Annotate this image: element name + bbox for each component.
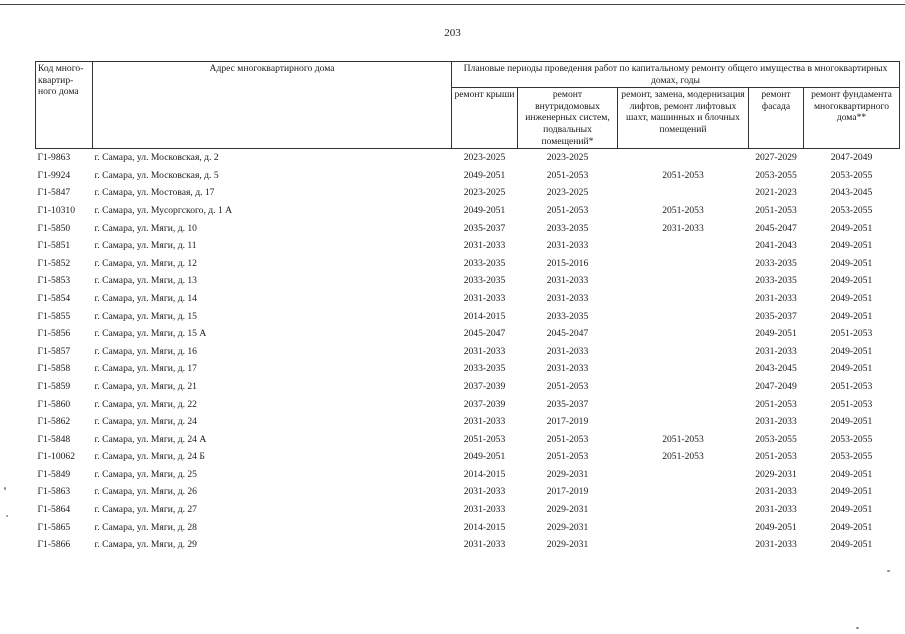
table-row bbox=[36, 413, 900, 431]
cell-lifts: 2051-2053 bbox=[662, 169, 704, 181]
cell-roof: 2031-2033 bbox=[463, 486, 506, 498]
cell-systems: 2015-2016 bbox=[546, 257, 589, 269]
cell-systems: 2023-2025 bbox=[546, 187, 589, 199]
cell-address: г. Самара, ул. Мяги, д. 25 bbox=[94, 468, 197, 480]
scan-speck bbox=[887, 570, 890, 572]
cell-foundation: 2053-2055 bbox=[830, 451, 873, 463]
cell-facade: 2035-2037 bbox=[755, 310, 797, 322]
cell-systems: 2051-2053 bbox=[546, 380, 589, 392]
cell-address: г. Самара, ул. Мяги, д. 16 bbox=[94, 345, 197, 357]
table-row bbox=[36, 360, 900, 378]
table-row bbox=[36, 184, 900, 202]
cell-address: г. Самара, ул. Мяги, д. 24 Б bbox=[94, 451, 205, 463]
cell-address: г. Самара, ул. Мяги, д. 26 bbox=[94, 486, 197, 498]
table-row bbox=[36, 483, 900, 501]
cell-roof: 2037-2039 bbox=[463, 398, 506, 410]
cell-roof: 2049-2051 bbox=[463, 451, 506, 463]
cell-address: г. Самара, ул. Мяги, д. 27 bbox=[94, 504, 197, 516]
cell-lifts bbox=[618, 255, 749, 273]
cell-foundation: 2049-2051 bbox=[830, 310, 873, 322]
cell-lifts bbox=[618, 413, 749, 431]
header-systems: ремонт внутридомовых инженерных систем, подвальных помещений* bbox=[518, 88, 618, 149]
cell-roof: 2031-2033 bbox=[463, 416, 506, 428]
cell-roof: 2035-2037 bbox=[463, 222, 506, 234]
cell-facade: 2051-2053 bbox=[755, 451, 797, 463]
cell-address: г. Самара, ул. Мяги, д. 29 bbox=[94, 539, 197, 551]
table-row bbox=[36, 501, 900, 519]
cell-foundation: 2043-2045 bbox=[830, 187, 873, 199]
cell-systems: 2017-2019 bbox=[546, 416, 589, 428]
cell-code: Г1-5862 bbox=[37, 416, 71, 428]
cell-facade: 2031-2033 bbox=[755, 504, 797, 516]
cell-facade: 2045-2047 bbox=[755, 222, 797, 234]
cell-address: г. Самара, ул. Московская, д. 2 bbox=[94, 152, 219, 164]
cell-address: г. Самара, ул. Мусоргского, д. 1 А bbox=[94, 204, 233, 216]
cell-systems: 2035-2037 bbox=[546, 398, 589, 410]
cell-lifts: 2051-2053 bbox=[662, 451, 704, 463]
header-row-top bbox=[36, 62, 900, 88]
cell-lifts bbox=[618, 149, 749, 167]
cell-roof: 2031-2033 bbox=[463, 345, 506, 357]
cell-address: г. Самара, ул. Мяги, д. 15 bbox=[94, 310, 197, 322]
cell-lifts bbox=[618, 360, 749, 378]
header-periods-group: Плановые периоды проведения работ по капитальному ремонту общего имущества в многоквартирных домах, годы bbox=[452, 62, 900, 88]
cell-facade: 2051-2053 bbox=[755, 398, 797, 410]
cell-systems: 2029-2031 bbox=[546, 468, 589, 480]
cell-lifts bbox=[618, 378, 749, 396]
cell-systems: 2031-2033 bbox=[546, 363, 589, 375]
cell-foundation: 2049-2051 bbox=[830, 222, 873, 234]
table-row bbox=[36, 396, 900, 414]
cell-code: Г1-5860 bbox=[37, 398, 71, 410]
cell-facade: 2053-2055 bbox=[755, 169, 797, 181]
cell-address: г. Самара, ул. Московская, д. 5 bbox=[94, 169, 219, 181]
cell-roof: 2033-2035 bbox=[463, 363, 506, 375]
cell-code: Г1-5850 bbox=[37, 222, 71, 234]
cell-code: Г1-5855 bbox=[37, 310, 71, 322]
cell-lifts: 2051-2053 bbox=[662, 433, 704, 445]
cell-foundation: 2049-2051 bbox=[830, 292, 873, 304]
table-row bbox=[36, 220, 900, 238]
table-row bbox=[36, 466, 900, 484]
cell-code: Г1-5849 bbox=[37, 468, 71, 480]
header-facade: ремонт фасада bbox=[749, 88, 804, 149]
header-roof: ремонт крыши bbox=[452, 88, 518, 149]
cell-code: Г1-5857 bbox=[37, 345, 71, 357]
cell-roof: 2037-2039 bbox=[463, 380, 506, 392]
cell-facade: 2031-2033 bbox=[755, 539, 797, 551]
cell-facade: 2051-2053 bbox=[755, 204, 797, 216]
cell-code: Г1-5864 bbox=[37, 504, 71, 516]
cell-lifts bbox=[618, 343, 749, 361]
cell-lifts: 2051-2053 bbox=[662, 204, 704, 216]
cell-code: Г1-10310 bbox=[37, 204, 76, 216]
table-row bbox=[36, 202, 900, 220]
cell-code: Г1-5852 bbox=[37, 257, 71, 269]
table-row bbox=[36, 255, 900, 273]
cell-code: Г1-10062 bbox=[37, 451, 76, 463]
cell-facade: 2027-2029 bbox=[755, 152, 797, 164]
cell-systems: 2051-2053 bbox=[546, 204, 589, 216]
cell-facade: 2053-2055 bbox=[755, 433, 797, 445]
cell-code: Г1-5848 bbox=[37, 433, 71, 445]
cell-address: г. Самара, ул. Мяги, д. 28 bbox=[94, 521, 197, 533]
cell-systems: 2045-2047 bbox=[546, 328, 589, 340]
table-row bbox=[36, 378, 900, 396]
scan-speck bbox=[4, 487, 6, 490]
cell-foundation: 2049-2051 bbox=[830, 539, 873, 551]
cell-facade: 2029-2031 bbox=[755, 468, 797, 480]
table-row bbox=[36, 272, 900, 290]
cell-foundation: 2049-2051 bbox=[830, 521, 873, 533]
cell-code: Г1-5851 bbox=[37, 240, 71, 252]
table-row bbox=[36, 431, 900, 449]
cell-lifts bbox=[618, 519, 749, 537]
cell-facade: 2049-2051 bbox=[755, 521, 797, 533]
cell-roof: 2031-2033 bbox=[463, 292, 506, 304]
cell-roof: 2023-2025 bbox=[463, 152, 506, 164]
cell-systems: 2051-2053 bbox=[546, 433, 589, 445]
cell-lifts bbox=[618, 466, 749, 484]
cell-systems: 2033-2035 bbox=[546, 222, 589, 234]
cell-address: г. Самара, ул. Мяги, д. 14 bbox=[94, 292, 197, 304]
cell-lifts bbox=[618, 308, 749, 326]
cell-foundation: 2049-2051 bbox=[830, 504, 873, 516]
cell-systems: 2031-2033 bbox=[546, 292, 589, 304]
cell-roof: 2014-2015 bbox=[463, 310, 506, 322]
cell-roof: 2049-2051 bbox=[463, 204, 506, 216]
cell-foundation: 2053-2055 bbox=[830, 204, 873, 216]
cell-foundation: 2049-2051 bbox=[830, 363, 873, 375]
cell-foundation: 2049-2051 bbox=[830, 257, 873, 269]
repair-schedule-table bbox=[35, 61, 900, 554]
scan-speck bbox=[6, 515, 8, 517]
cell-address: г. Самара, ул. Мяги, д. 12 bbox=[94, 257, 197, 269]
cell-code: Г1-5854 bbox=[37, 292, 71, 304]
cell-roof: 2031-2033 bbox=[463, 504, 506, 516]
table-row bbox=[36, 325, 900, 343]
cell-lifts bbox=[618, 396, 749, 414]
table-row bbox=[36, 237, 900, 255]
cell-facade: 2041-2043 bbox=[755, 240, 797, 252]
cell-systems: 2051-2053 bbox=[546, 169, 589, 181]
cell-foundation: 2049-2051 bbox=[830, 345, 873, 357]
cell-address: г. Самара, ул. Мяги, д. 24 А bbox=[94, 433, 207, 445]
cell-roof: 2031-2033 bbox=[463, 240, 506, 252]
header-lifts: ремонт, замена, модернизация лифтов, ремонт лифтовых шахт, машинных и блочных помещений bbox=[618, 88, 749, 149]
cell-roof: 2014-2015 bbox=[463, 468, 506, 480]
cell-lifts bbox=[618, 483, 749, 501]
table-row bbox=[36, 290, 900, 308]
cell-facade: 2049-2051 bbox=[755, 328, 797, 340]
cell-systems: 2029-2031 bbox=[546, 521, 589, 533]
cell-systems: 2029-2031 bbox=[546, 539, 589, 551]
header-foundation: ремонт фундамента многоквартирного дома** bbox=[804, 88, 900, 149]
cell-lifts bbox=[618, 536, 749, 554]
page-number: 203 bbox=[444, 27, 461, 39]
cell-address: г. Самара, ул. Мяги, д. 10 bbox=[94, 222, 197, 234]
cell-facade: 2031-2033 bbox=[755, 416, 797, 428]
cell-roof: 2033-2035 bbox=[463, 257, 506, 269]
cell-foundation: 2053-2055 bbox=[830, 169, 873, 181]
cell-systems: 2023-2025 bbox=[546, 152, 589, 164]
cell-facade: 2033-2035 bbox=[755, 275, 797, 287]
cell-address: г. Самара, ул. Мяги, д. 24 bbox=[94, 416, 197, 428]
table-row bbox=[36, 149, 900, 167]
cell-code: Г1-5853 bbox=[37, 275, 71, 287]
cell-lifts bbox=[618, 237, 749, 255]
cell-roof: 2023-2025 bbox=[463, 187, 506, 199]
cell-systems: 2031-2033 bbox=[546, 240, 589, 252]
cell-roof: 2049-2051 bbox=[463, 169, 506, 181]
table-row bbox=[36, 536, 900, 554]
cell-facade: 2031-2033 bbox=[755, 292, 797, 304]
cell-code: Г1-5863 bbox=[37, 486, 71, 498]
cell-code: Г1-5856 bbox=[37, 328, 71, 340]
cell-roof: 2033-2035 bbox=[463, 275, 506, 287]
cell-systems: 2031-2033 bbox=[546, 345, 589, 357]
cell-facade: 2021-2023 bbox=[755, 187, 797, 199]
cell-lifts bbox=[618, 501, 749, 519]
cell-address: г. Самара, ул. Мяги, д. 11 bbox=[94, 240, 197, 252]
cell-code: Г1-9924 bbox=[37, 169, 71, 181]
cell-facade: 2033-2035 bbox=[755, 257, 797, 269]
cell-systems: 2029-2031 bbox=[546, 504, 589, 516]
table-row bbox=[36, 167, 900, 185]
cell-address: г. Самара, ул. Мяги, д. 13 bbox=[94, 275, 197, 287]
cell-systems: 2031-2033 bbox=[546, 275, 589, 287]
cell-code: Г1-5865 bbox=[37, 521, 71, 533]
cell-lifts bbox=[618, 272, 749, 290]
cell-foundation: 2049-2051 bbox=[830, 486, 873, 498]
cell-foundation: 2049-2051 bbox=[830, 416, 873, 428]
table-body bbox=[36, 149, 900, 554]
table-row bbox=[36, 519, 900, 537]
cell-systems: 2033-2035 bbox=[546, 310, 589, 322]
header-code: Код много-квартир-ного дома bbox=[36, 62, 93, 149]
cell-address: г. Самара, ул. Мяги, д. 22 bbox=[94, 398, 197, 410]
cell-code: Г1-9863 bbox=[37, 152, 71, 164]
cell-foundation: 2047-2049 bbox=[830, 152, 873, 164]
top-rule bbox=[0, 4, 905, 5]
header-address: Адрес многоквартирного дома bbox=[93, 62, 452, 149]
cell-address: г. Самара, ул. Мостовая, д. 17 bbox=[94, 187, 215, 199]
cell-foundation: 2049-2051 bbox=[830, 240, 873, 252]
cell-foundation: 2051-2053 bbox=[830, 398, 873, 410]
cell-roof: 2051-2053 bbox=[463, 433, 506, 445]
cell-code: Г1-5847 bbox=[37, 187, 71, 199]
cell-lifts: 2031-2033 bbox=[662, 222, 704, 234]
cell-lifts bbox=[618, 290, 749, 308]
cell-address: г. Самара, ул. Мяги, д. 21 bbox=[94, 380, 197, 392]
cell-code: Г1-5858 bbox=[37, 363, 71, 375]
cell-address: г. Самара, ул. Мяги, д. 17 bbox=[94, 363, 197, 375]
cell-systems: 2017-2019 bbox=[546, 486, 589, 498]
cell-code: Г1-5866 bbox=[37, 539, 71, 551]
cell-code: Г1-5859 bbox=[37, 380, 71, 392]
table-row bbox=[36, 343, 900, 361]
cell-facade: 2043-2045 bbox=[755, 363, 797, 375]
cell-foundation: 2053-2055 bbox=[830, 433, 873, 445]
cell-roof: 2031-2033 bbox=[463, 539, 506, 551]
cell-foundation: 2049-2051 bbox=[830, 275, 873, 287]
cell-roof: 2014-2015 bbox=[463, 521, 506, 533]
table-row bbox=[36, 448, 900, 466]
cell-lifts bbox=[618, 325, 749, 343]
cell-roof: 2045-2047 bbox=[463, 328, 506, 340]
cell-systems: 2051-2053 bbox=[546, 451, 589, 463]
cell-lifts bbox=[618, 184, 749, 202]
cell-foundation: 2051-2053 bbox=[830, 328, 873, 340]
table-row bbox=[36, 308, 900, 326]
cell-foundation: 2049-2051 bbox=[830, 468, 873, 480]
cell-facade: 2031-2033 bbox=[755, 486, 797, 498]
cell-facade: 2031-2033 bbox=[755, 345, 797, 357]
cell-address: г. Самара, ул. Мяги, д. 15 А bbox=[94, 328, 207, 340]
cell-foundation: 2051-2053 bbox=[830, 380, 873, 392]
scan-speck bbox=[856, 627, 859, 629]
cell-facade: 2047-2049 bbox=[755, 380, 797, 392]
